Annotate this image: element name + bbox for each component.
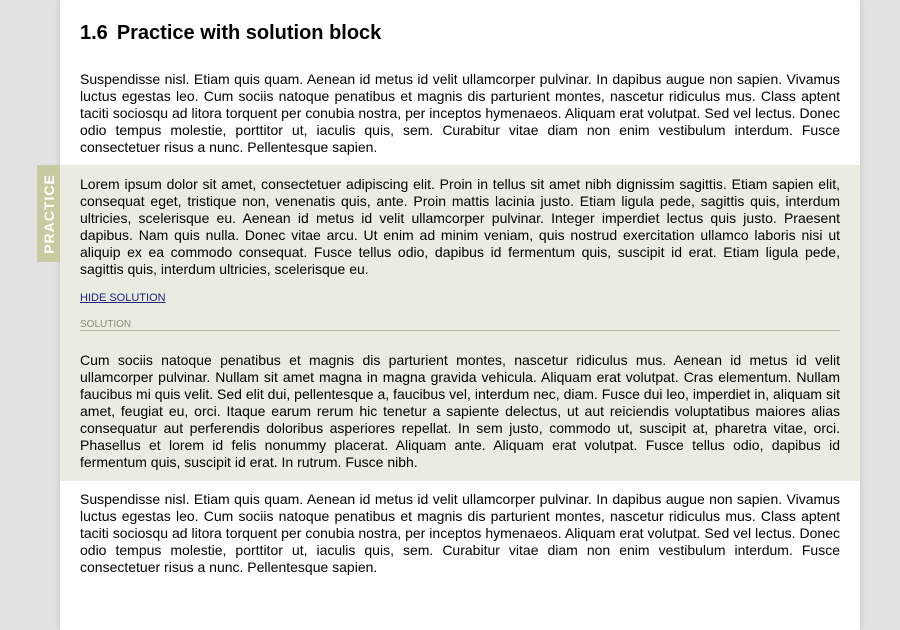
practice-block [40,165,860,481]
practice-tab-label: PRACTICE [40,173,57,254]
solution-label: SOLUTION [80,319,132,330]
practice-tab [37,165,60,262]
solution-paragraph: Cum sociis natoque penatibus et magnis dis parturient montes, nascetur ridiculus mus. Aenean id metus id velit ullamcorper pulvinar. Nullam sit amet magna in magna gravida vehicula. Aliquam erat volutpat. Cras elementum. Nullam faucibus mi quis velit. Sed elit dui, pellentesque a, faucibus vel, interdum nec, diam. Fusce dui leo, imperdiet in, aliquam sit amet, feugiat eu, orci. Itaque earum rerum hic tenetur a sapiente delectus, ut aut reiciendis voluptatibus maiores alias consequatur aut perferendis doloribus asperiores repellat. In sem justo, commodo ut, suscipit at, pharetra vitae, orci. Phasellus et lorem id felis nonummy placerat. Aliquam ante. Aliquam erat volutpat. Fusce tellus odio, dapibus id fermentum quis, suscipit id erat. In rutrum. Fusce nibh. [80,352,840,470]
intro-paragraph: Suspendisse nisl. Etiam quis quam. Aenean id metus id velit ullamcorper pulvinar. In dapibus augue non sapien. Vivamus luctus egestas leo. Cum sociis natoque penatibus et magnis dis parturient montes, nascetur ridiculus mus. Class aptent taciti sociosqu ad litora torquent per conubia nostra, per inceptos hymenaeos. Aliquam erat volutpat. Sed vel lectus. Donec odio tempus molestie, porttitor ut, iaculis quis, sem. Curabitur vitae diam non enim vestibulum interdum. Fusce consectetuer risus a nunc. Pellentesque sapien. [80,71,840,155]
outro-paragraph: Suspendisse nisl. Etiam quis quam. Aenean id metus id velit ullamcorper pulvinar. In dapibus augue non sapien. Vivamus luctus egestas leo. Cum sociis natoque penatibus et magnis dis parturient montes, nascetur ridiculus mus. Class aptent taciti sociosqu ad litora torquent per conubia nostra, per inceptos hymenaeos. Aliquam erat volutpat. Sed vel lectus. Donec odio tempus molestie, porttitor ut, iaculis quis, sem. Curabitur vitae diam non enim vestibulum interdum. Fusce consectetuer risus a nunc. Pellentesque sapien. [80,491,840,575]
section-title: Practice with solution block [116,22,382,44]
solution-divider [80,330,840,331]
section-number: 1.6 [80,22,108,44]
hide-solution-link[interactable]: HIDE SOLUTION [80,292,166,304]
exercise-paragraph: Lorem ipsum dolor sit amet, consectetuer adipiscing elit. Proin in tellus sit amet nibh dignissim sagittis. Etiam sapien elit, consequat eget, tristique non, venenatis quis, ante. Proin mattis lacinia justo. Etiam ligula pede, sagittis quis, interdum ultricies, scelerisque eu. Aenean id metus id velit ullamcorper pulvinar. Integer imperdiet lectus quis justo. Praesent dapibus. Nam quis nulla. Donec vitae arcu. Ut enim ad minim veniam, quis nostrud exercitation ullamco laboris nisi ut aliquip ex ea commodo consequat. Fusce tellus odio, dapibus id fermentum quis, suscipit id erat. Etiam ligula pede, sagittis quis, interdum ultricies, scelerisque eu. [80,176,840,277]
document-page [40,0,860,630]
section-heading [80,21,381,45]
